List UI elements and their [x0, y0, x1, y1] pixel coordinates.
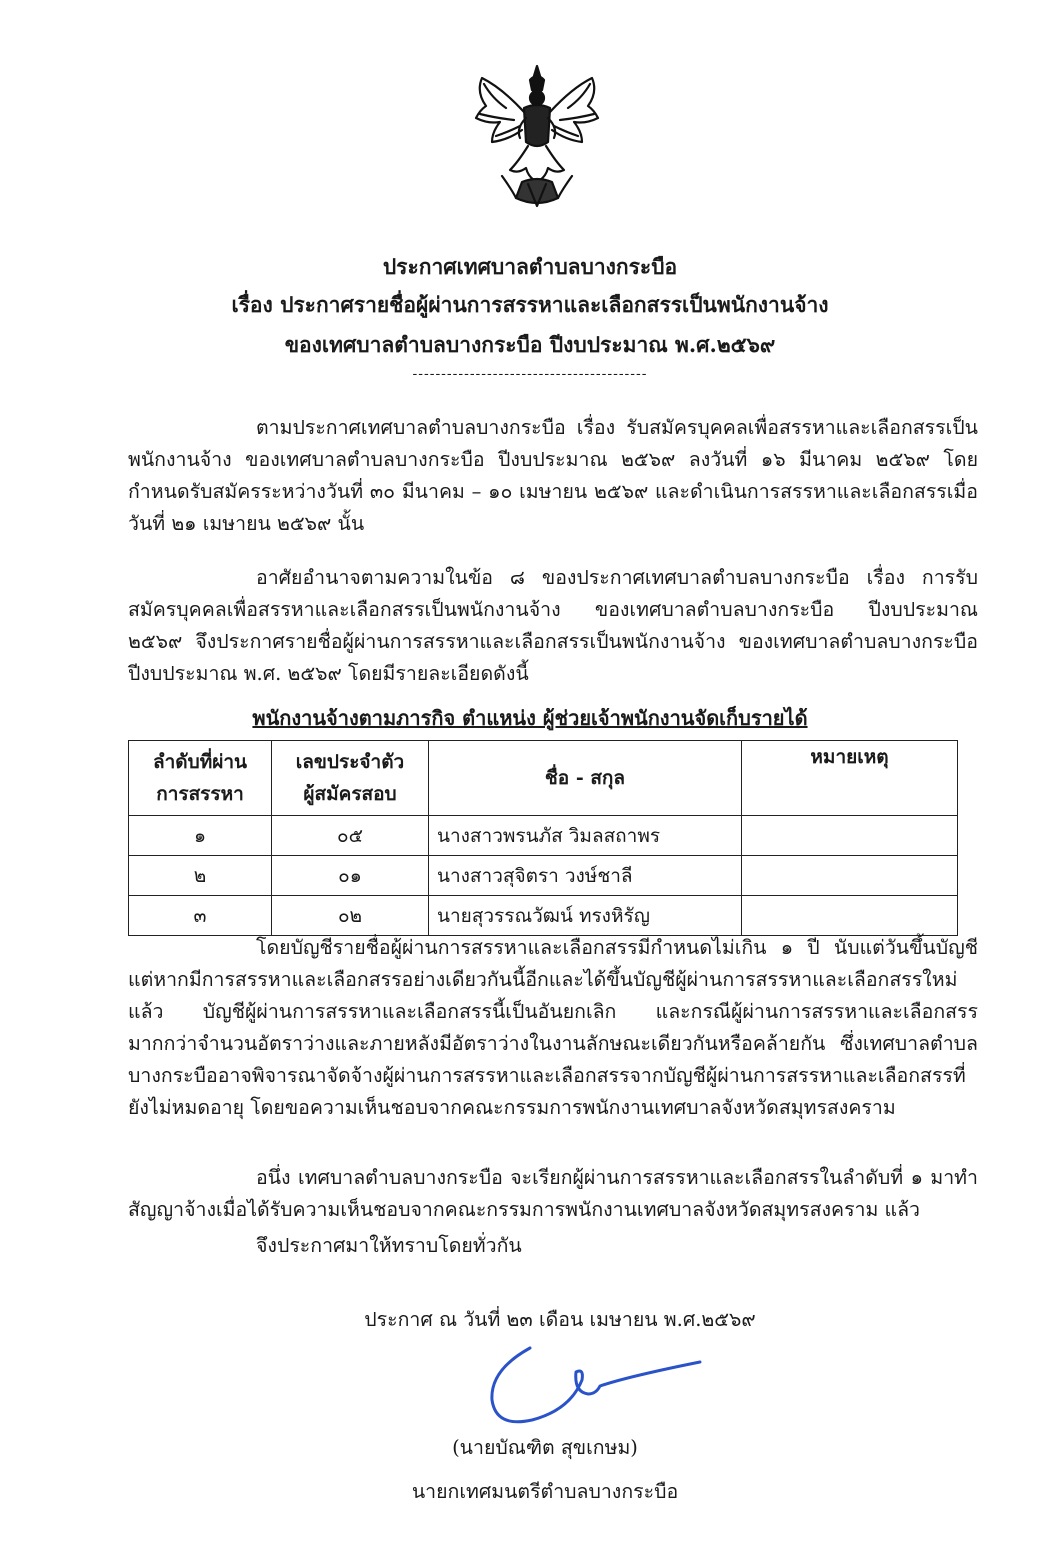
header-line-2: เรื่อง ประกาศรายชื่อผู้ผ่านการสรรหาและเลือกสรรเป็นพนักงานจ้าง	[231, 292, 829, 317]
row-note	[742, 816, 958, 856]
header-id-line-1: เลขประจำตัว	[295, 751, 405, 773]
paragraph-4	[128, 1162, 978, 1226]
paragraph-5-text: จึงประกาศมาให้ทราบโดยทั่วกัน	[256, 1234, 522, 1257]
paragraph-3-text: โดยบัญชีรายชื่อผู้ผ่านการสรรหาและเลือกสรรมีกำหนดไม่เกิน ๑ ปี นับแต่วันขึ้นบัญชีแต่หากมีการสรรหาและเลือกสรรอย่างเดียวกันนี้อีกและได้ขึ้นบัญชีผู้ผ่านการสรรหาและเลือกสรรใหม่แล้ว บัญชีผู้ผ่านการสรรหาและเลือกสรรนี้เป็นอันยกเลิก และกรณีผู้ผ่านการสรรหาและเลือกสรรมากกว่าจำนวนอัตราว่างและภายหลังมีอัตราว่างในงานลักษณะเดียวกันหรือคล้ายกัน ซึ่งเทศบาลตำบลบางกระบืออาจพิจารณาจัดจ้างผู้ผ่านการสรรหาและเลือกสรรจากบัญชีผู้ผ่านการสรรหาและเลือกสรรที่ยังไม่หมดอายุ โดยขอความเห็นชอบจากคณะกรรมการพนักงานเทศบาลจังหวัดสมุทรสงคราม	[128, 936, 978, 1119]
table-title-text: พนักงานจ้างตามภารกิจ ตำแหน่ง ผู้ช่วยเจ้าพนักงานจัดเก็บรายได้	[252, 706, 808, 730]
header-rank-line-2: การสรรหา	[156, 783, 244, 805]
row-rank: ๒	[129, 856, 272, 896]
row-applicant-id: ๐๑	[272, 856, 429, 896]
row-applicant-id: ๐๒	[272, 896, 429, 936]
paragraph-2	[128, 562, 978, 690]
row-name: นางสาวสุจิตรา วงษ์ชาลี	[429, 856, 742, 896]
row-applicant-id: ๐๕	[272, 816, 429, 856]
candidates-table	[128, 740, 958, 936]
row-name: นายสุวรรณวัฒน์ ทรงหิรัญ	[429, 896, 742, 936]
table-row	[129, 856, 958, 896]
handwritten-signature-icon	[470, 1320, 730, 1450]
header-line-3: ของเทศบาลตำบลบางกระบือ ปีงบประมาณ พ.ศ.๒๕๖๙	[284, 332, 776, 357]
paragraph-1-text: ตามประกาศเทศบาลตำบลบางกระบือ เรื่อง รับสมัครบุคคลเพื่อสรรหาและเลือกสรรเป็นพนักงานจ้าง ของเทศบาลตำบลบางกระบือ ปีงบประมาณ ๒๕๖๙ ลงวันที่ ๑๖ มีนาคม ๒๕๖๙ โดยกำหนดรับสมัครระหว่างวันที่ ๓๐ มีนาคม – ๑๐ เมษายน ๒๕๖๙ และดำเนินการสรรหาและเลือกสรรเมื่อวันที่ ๒๑ เมษายน ๒๕๖๙ นั้น	[128, 416, 978, 535]
row-note	[742, 896, 958, 936]
header-note: หมายเหตุ	[742, 741, 958, 816]
header-line-1: ประกาศเทศบาลตำบลบางกระบือ	[382, 254, 678, 279]
paragraph-3	[128, 932, 978, 1124]
row-note	[742, 856, 958, 896]
row-rank: ๓	[129, 896, 272, 936]
header-name: ชื่อ - สกุล	[429, 741, 742, 816]
table-title	[0, 702, 1060, 734]
paragraph-5	[128, 1230, 978, 1262]
header-rank-line-1: ลำดับที่ผ่าน	[152, 751, 248, 773]
signature-date: ประกาศ ณ วันที่ ๒๓ เดือน เมษายน พ.ศ.๒๕๖๙	[364, 1308, 756, 1331]
paragraph-4-text: อนึ่ง เทศบาลตำบลบางกระบือ จะเรียกผู้ผ่านการสรรหาและเลือกสรรในลำดับที่ ๑ มาทำสัญญาจ้างเมื่อได้รับความเห็นชอบจากคณะกรรมการพนักงานเทศบาลจังหวัดสมุทรสงคราม แล้ว	[128, 1166, 978, 1221]
signatory-name: (นายบัณฑิต สุขเกษม)	[452, 1436, 638, 1459]
table-row	[129, 896, 958, 936]
row-rank: ๑	[129, 816, 272, 856]
signatory-title: นายกเทศมนตรีตำบลบางกระบือ	[411, 1480, 679, 1503]
table-header-row	[129, 741, 958, 816]
row-name: นางสาวพรนภัส วิมลสถาพร	[429, 816, 742, 856]
header-id-line-2: ผู้สมัครสอบ	[303, 783, 397, 805]
table-row	[129, 816, 958, 856]
header-rank	[129, 741, 272, 816]
paragraph-1	[128, 412, 978, 540]
header-applicant-id	[272, 741, 429, 816]
paragraph-2-text: อาศัยอำนาจตามความในข้อ ๘ ของประกาศเทศบาลตำบลบางกระบือ เรื่อง การรับสมัครบุคคลเพื่อสรรหาและเลือกสรรเป็นพนักงานจ้าง ของเทศบาลตำบลบางกระบือ ปีงบประมาณ ๒๕๖๙ จึงประกาศรายชื่อผู้ผ่านการสรรหาและเลือกสรรเป็นพนักงานจ้าง ของเทศบาลตำบลบางกระบือ ปีงบประมาณ พ.ศ. ๒๕๖๙ โดยมีรายละเอียดดังนี้	[128, 566, 978, 685]
garuda-emblem-icon	[462, 58, 612, 218]
header-divider: -----------------------------------------	[412, 366, 648, 382]
